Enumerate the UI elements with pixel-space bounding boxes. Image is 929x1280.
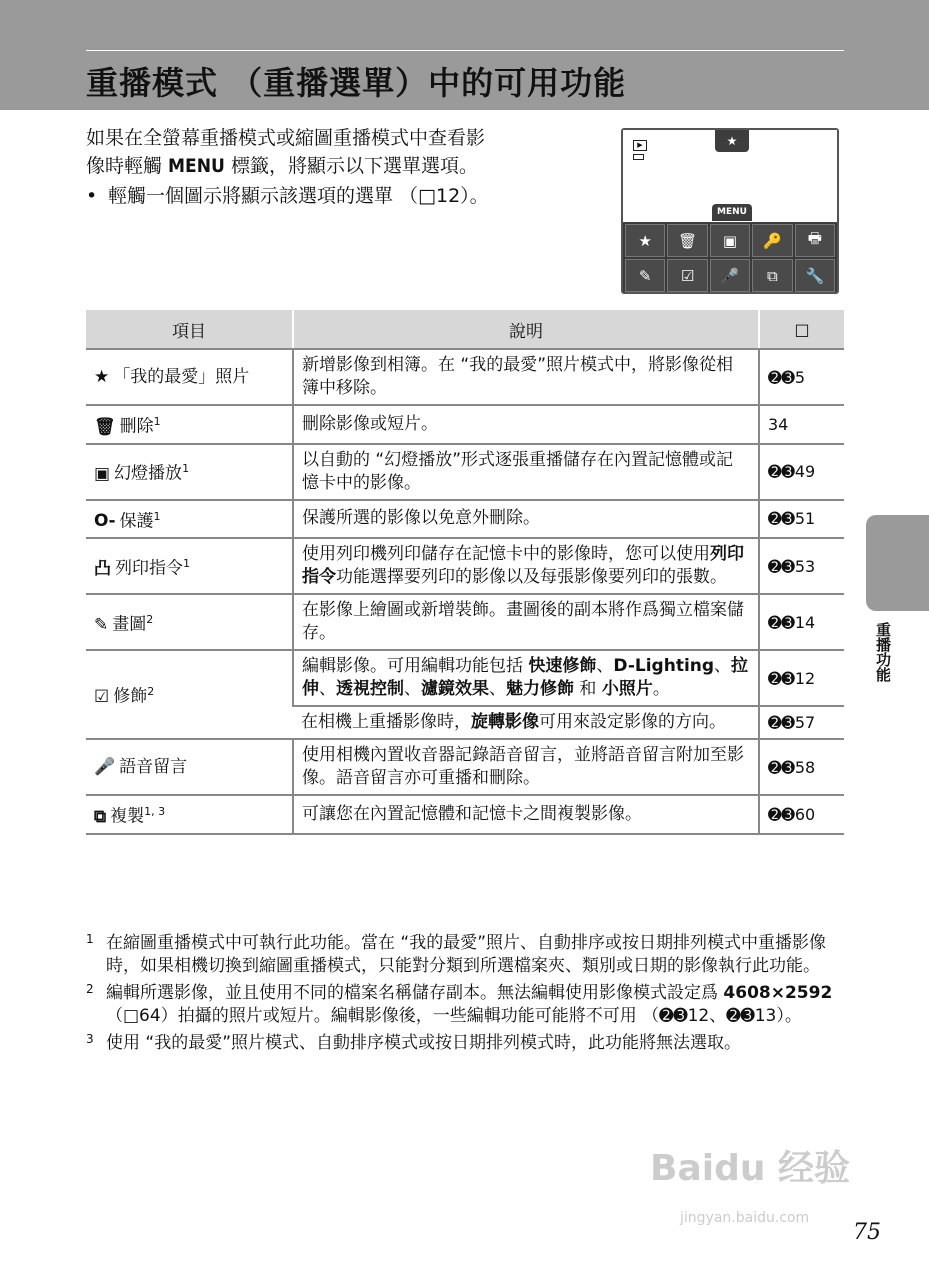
description-cell: 刪除影像或短片。: [293, 405, 759, 444]
intro-line-2-pre: 像時輕觸: [86, 155, 169, 177]
table-row: [86, 795, 844, 834]
desc-text: 編輯影像。可用編輯功能包括: [302, 656, 529, 677]
intro-line-1: 如果在全螢幕重播模式或縮圖重播模式中查看影: [86, 127, 486, 149]
table-row: [86, 500, 844, 539]
item-cell: [86, 594, 293, 650]
desc-text: 功能選擇要列印的影像以及每張影像要列印的張數。: [336, 567, 727, 588]
description-cell: [293, 650, 759, 706]
playback-icon: ▶: [633, 140, 647, 151]
table-header-row: [86, 310, 844, 349]
favorite-star-icon: ★: [625, 224, 665, 257]
slideshow-icon: ▣: [710, 224, 750, 257]
footnote-ref: 1: [182, 462, 190, 476]
item-cell: [86, 405, 293, 444]
footnote-ref: 1: [153, 415, 161, 428]
desc-text: 和: [574, 679, 602, 700]
page-title: 重播模式 （重播選單）中的可用功能: [86, 64, 627, 102]
item-cell: [86, 795, 293, 834]
footnote-ref: 2: [146, 612, 154, 626]
footnote: [86, 1032, 844, 1055]
table-row: [86, 349, 844, 405]
footnote-text-part: （□64）拍攝的照片或短片。編輯影像後，一些編輯功能可能將不可用 （➋➌12、➋➌13）。: [106, 1006, 802, 1026]
pencil-icon: ✎: [625, 259, 665, 292]
table-row: [86, 444, 844, 500]
footnote-number: 2: [86, 982, 94, 996]
footnote-ref: 1: [153, 509, 161, 523]
copy-icon: ⧉: [94, 806, 107, 827]
favorite-tab-icon: ★: [715, 130, 749, 152]
desc-bold: 濾鏡效果: [421, 679, 489, 700]
desc-text: 、: [319, 679, 336, 700]
desc-text: 、: [714, 656, 732, 677]
key-icon: O‑: [94, 511, 116, 532]
desc-text: 可用來設定影像的方向。: [539, 712, 726, 733]
table-row: [86, 650, 844, 706]
desc-text: 。: [652, 679, 670, 700]
footnote-ref: 1, 3: [144, 805, 166, 819]
retouch-icon: ☑: [94, 687, 110, 708]
intro-bullet: [86, 182, 606, 210]
footnote-text-part: 編輯所選影像，並且使用不同的檔案名稱儲存副本。無法編輯使用影像模式設定爲: [106, 983, 724, 1003]
item-label: 修飾: [113, 687, 148, 708]
bullet-dot: •: [86, 185, 98, 207]
camera-menu-grid: [625, 224, 835, 292]
footnote: [86, 932, 844, 978]
microphone-icon: 🎤: [94, 756, 116, 777]
reference-cell: ➋➌49: [759, 444, 844, 500]
desc-text: 、: [404, 679, 421, 700]
side-tab-label: 重播功能: [874, 622, 892, 682]
desc-bold: D-Lighting: [613, 656, 715, 677]
item-label: 「我的最愛」照片: [113, 366, 250, 387]
side-tab: [866, 515, 929, 611]
item-label: 複製: [110, 806, 145, 827]
desc-bold: 小照片: [601, 679, 653, 700]
footnote-number: 1: [86, 932, 94, 946]
print-icon: 凸: [94, 558, 111, 579]
trash-icon: 🗑: [94, 416, 116, 437]
description-cell: [293, 538, 759, 594]
description-cell: 使用相機內置收音器記錄語音留言，並將語音留言附加至影像。語音留言亦可重播和刪除。: [293, 739, 759, 795]
reference-cell: ➋➌58: [759, 739, 844, 795]
item-cell: [86, 500, 293, 539]
desc-text: 在相機上重播影像時，: [301, 712, 471, 733]
microphone-icon: 🎤: [710, 259, 750, 292]
desc-text: 、: [489, 679, 506, 700]
item-label: 保護: [119, 511, 154, 532]
features-table: [86, 310, 844, 835]
footnote-ref: 2: [147, 685, 155, 699]
wrench-icon: 🔧: [795, 259, 835, 292]
menu-tab: MENU: [712, 204, 752, 221]
item-label: 畫圖: [112, 614, 147, 635]
copy-icon: ⧉: [752, 259, 792, 292]
footnote-text: [106, 982, 844, 1028]
print-icon: 🖶: [795, 224, 835, 257]
footnote-text: 在縮圖重播模式中可執行此功能。當在 “我的最愛”照片、自動排序或按日期排列模式中重播影像時，如果相機切換到縮圖重播模式，只能對分類到所選檔案夾、類別或日期的影像執行此功能。: [106, 933, 827, 976]
description-cell: 新增影像到相簿。在 “我的最愛”照片模式中，將影像從相簿中移除。: [293, 349, 759, 405]
table-row: [86, 594, 844, 650]
pencil-icon: ✎: [94, 614, 109, 635]
header-item: 項目: [86, 310, 293, 349]
header-reference-icon: □: [759, 310, 844, 349]
item-label: 列印指令: [115, 558, 183, 579]
watermark-logo: Baidu 经验: [650, 1148, 851, 1189]
page-number: 75: [853, 1220, 881, 1245]
favorite-icon: ★: [94, 366, 110, 387]
intro-text: [86, 124, 606, 210]
reference-cell: ➋➌57: [759, 706, 844, 739]
item-cell: [86, 650, 293, 739]
description-cell: 在影像上繪圖或新增裝飾。畫圖後的副本將作爲獨立檔案儲存。: [293, 594, 759, 650]
intro-line-2: [86, 152, 606, 180]
key-icon: 🔑: [752, 224, 792, 257]
desc-bold: 透視控制: [336, 679, 404, 700]
slideshow-icon: ▣: [94, 463, 111, 484]
menu-word: MENU: [168, 155, 225, 177]
intro-line-2-post: 標籤，將顯示以下選單選項。: [224, 155, 478, 177]
table-row: [86, 405, 844, 444]
item-label: 刪除: [119, 416, 154, 437]
item-label: 幻燈播放: [114, 463, 183, 484]
item-cell: [86, 739, 293, 795]
item-label: 語音留言: [119, 756, 188, 777]
reference-cell: ➋➌51: [759, 500, 844, 539]
description-cell: [293, 706, 759, 739]
header-description: 說明: [293, 310, 759, 349]
desc-bold: 列印指令: [302, 544, 744, 588]
desc-bold: 旋轉影像: [471, 712, 539, 733]
table-row: [86, 739, 844, 795]
battery-icon: [633, 154, 644, 160]
footnotes: [86, 932, 844, 1059]
camera-display: [623, 130, 837, 223]
bullet-text: 輕觸一個圖示將顯示該選項的選單 （□12）。: [108, 185, 489, 207]
description-cell: 以自動的 “幻燈播放”形式逐張重播儲存在內置記憶體或記憶卡中的影像。: [293, 444, 759, 500]
description-cell: 可讓您在內置記憶體和記憶卡之間複製影像。: [293, 795, 759, 834]
item-cell: [86, 444, 293, 500]
desc-bold: 拉伸: [302, 656, 749, 700]
retouch-icon: ☑: [667, 259, 707, 292]
desc-text: 、: [596, 656, 614, 677]
reference-cell: ➋➌5: [759, 349, 844, 405]
table-row: [86, 538, 844, 594]
footnote-number: 3: [86, 1032, 94, 1046]
footnote-ref: 1: [183, 556, 190, 570]
trash-icon: 🗑: [667, 224, 707, 257]
camera-screen-illustration: [621, 128, 839, 294]
reference-cell: ➋➌60: [759, 795, 844, 834]
header-rule: [86, 50, 844, 51]
image-size-label: 4608×2592: [723, 983, 833, 1003]
footnote: [86, 982, 844, 1028]
item-cell: [86, 538, 293, 594]
watermark-url: jingyan.baidu.com: [680, 1210, 810, 1226]
description-cell: 保護所選的影像以免意外刪除。: [293, 500, 759, 539]
reference-cell: ➋➌53: [759, 538, 844, 594]
desc-bold: 快速修飾: [528, 656, 597, 677]
reference-cell: ➋➌12: [759, 650, 844, 706]
footnote-text: 使用 “我的最愛”照片模式、自動排序模式或按日期排列模式時，此功能將無法選取。: [106, 1033, 742, 1053]
item-cell: [86, 349, 293, 405]
reference-cell: 34: [759, 405, 844, 444]
desc-text: 使用列印機列印儲存在記憶卡中的影像時，您可以使用: [302, 544, 710, 565]
desc-bold: 魅力修飾: [506, 679, 574, 700]
reference-cell: ➋➌14: [759, 594, 844, 650]
